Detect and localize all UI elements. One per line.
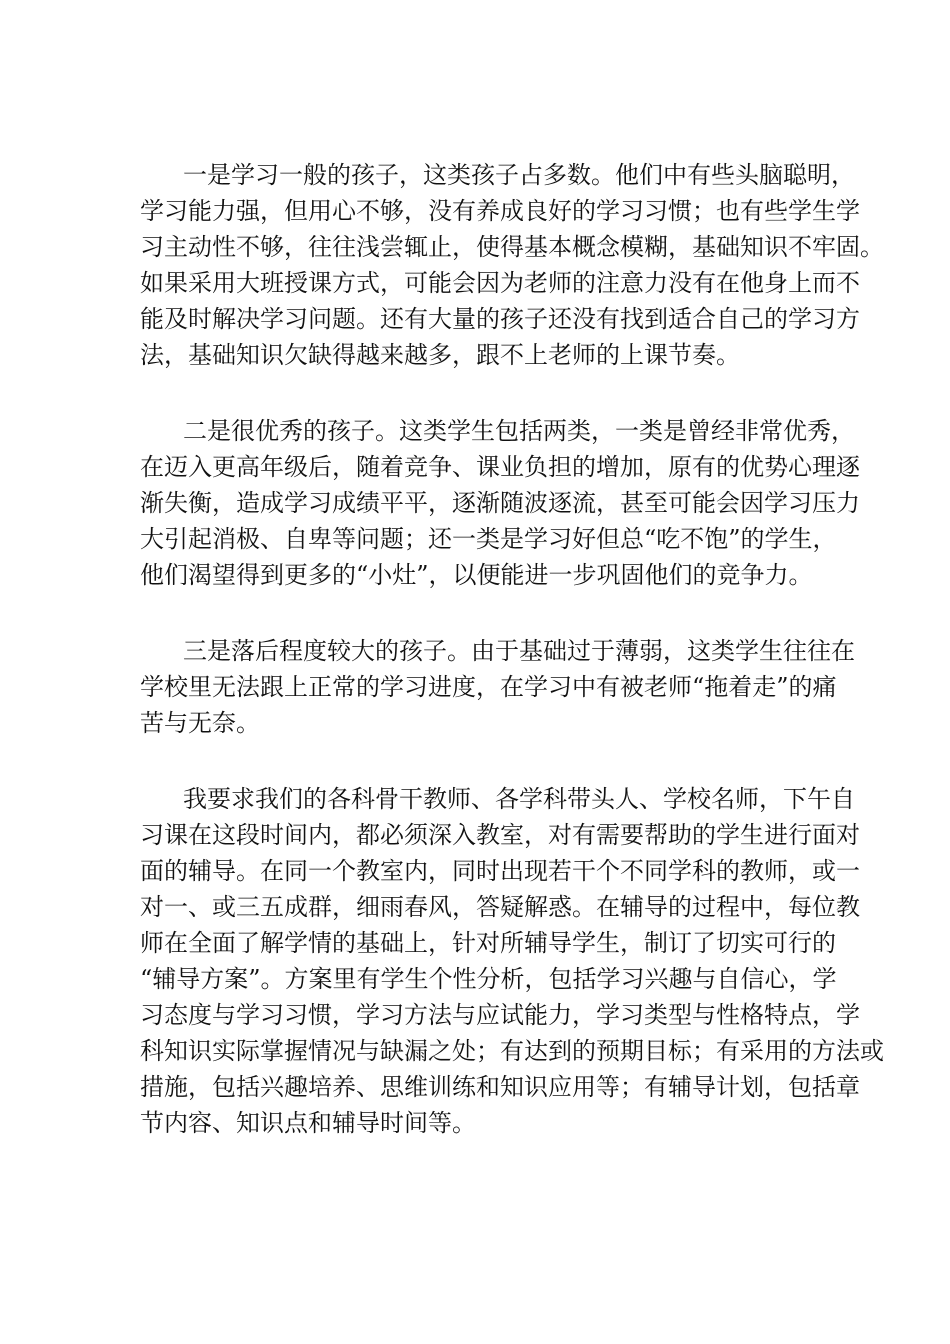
paragraph-line: 苦与无奈。 [140, 709, 260, 737]
paragraph-line: 能及时解决学习问题。还有大量的孩子还没有找到适合自己的学习方 [140, 305, 860, 333]
paragraph-line: 科知识实际掌握情况与缺漏之处；有达到的预期目标；有采用的方法或 [140, 1037, 884, 1065]
paragraph-line: 在迈入更高年级后，随着竞争、课业负担的增加，原有的优势心理逐 [140, 453, 860, 481]
paragraph-line: 大引起消极、自卑等问题；还一类是学习好但总“吃不饱”的学生， [140, 525, 837, 553]
paragraph-line: 法，基础知识欠缺得越来越多，跟不上老师的上课节奏。 [140, 341, 740, 369]
paragraph-line: 他们渴望得到更多的“小灶”，以便能进一步巩固他们的竞争力。 [140, 561, 813, 589]
paragraph-line: 二是很优秀的孩子。这类学生包括两类，一类是曾经非常优秀， [183, 417, 855, 445]
paragraph-line: “辅导方案”。方案里有学生个性分析，包括学习兴趣与自信心，学 [140, 965, 837, 993]
paragraph-line: 师在全面了解学情的基础上，针对所辅导学生，制订了切实可行的 [140, 929, 836, 957]
paragraph-line: 一是学习一般的孩子，这类孩子占多数。他们中有些头脑聪明， [183, 161, 855, 189]
paragraph-line: 渐失衡，造成学习成绩平平，逐渐随波逐流，甚至可能会因学习压力 [140, 489, 860, 517]
paragraph-line: 习主动性不够，往往浅尝辄止，使得基本概念模糊，基础知识不牢固。 [140, 233, 884, 261]
paragraph-line: 三是落后程度较大的孩子。由于基础过于薄弱，这类学生往往在 [183, 637, 855, 665]
paragraph-line: 如果采用大班授课方式，可能会因为老师的注意力没有在他身上而不 [140, 269, 860, 297]
paragraph-line: 措施，包括兴趣培养、思维训练和知识应用等；有辅导计划，包括章 [140, 1073, 860, 1101]
paragraph-line: 学校里无法跟上正常的学习进度，在学习中有被老师“拖着走”的痛 [140, 673, 837, 701]
paragraph-line: 对一、或三五成群，细雨春风，答疑解惑。在辅导的过程中，每位教 [140, 893, 860, 921]
paragraph-line: 习课在这段时间内，都必须深入教室，对有需要帮助的学生进行面对 [140, 821, 860, 849]
paragraph-line: 节内容、知识点和辅导时间等。 [140, 1109, 476, 1137]
paragraph-line: 我要求我们的各科骨干教师、各学科带头人、学校名师，下午自 [183, 785, 855, 813]
paragraph-line: 面的辅导。在同一个教室内，同时出现若干个不同学科的教师，或一 [140, 857, 860, 885]
paragraph-line: 习态度与学习习惯，学习方法与应试能力，学习类型与性格特点，学 [140, 1001, 860, 1029]
paragraph-line: 学习能力强，但用心不够，没有养成良好的学习习惯；也有些学生学 [140, 197, 860, 225]
